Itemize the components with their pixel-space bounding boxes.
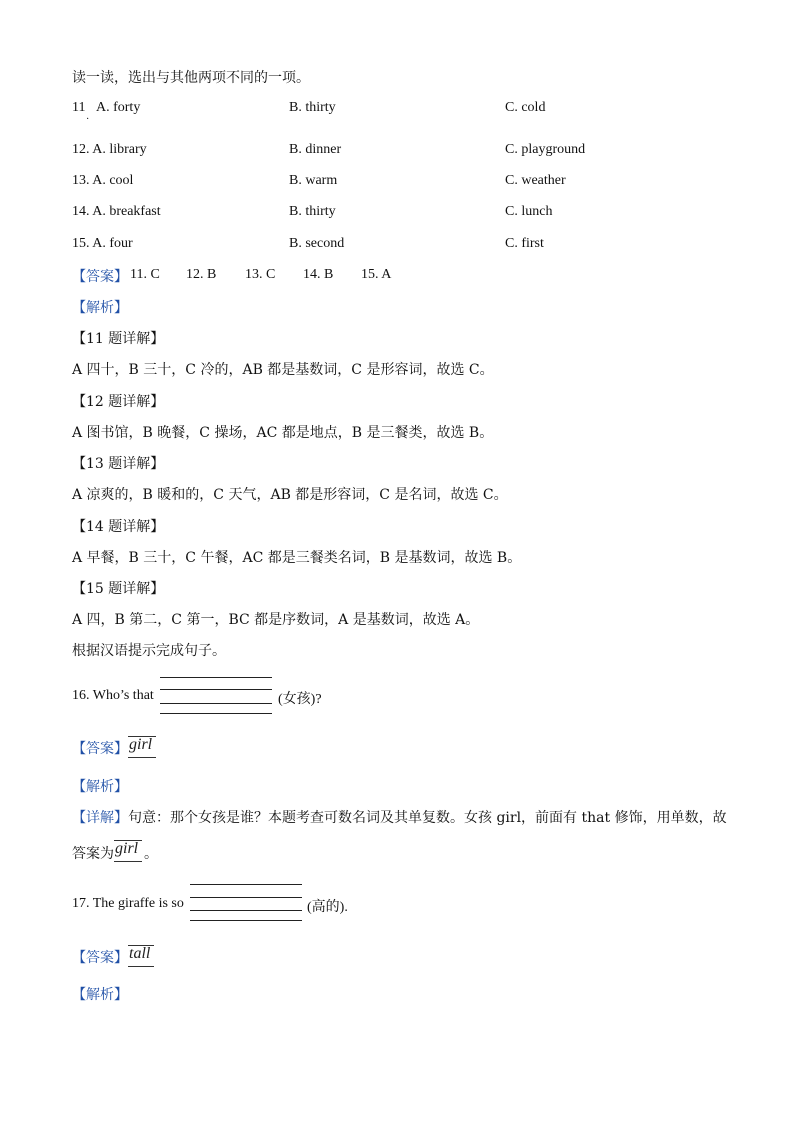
- answer-label: 【答案】: [72, 741, 128, 757]
- option-c: C. cold: [505, 100, 546, 115]
- option-c: C. first: [505, 236, 544, 251]
- blank-line: [160, 713, 272, 714]
- handwritten-answer: girl: [115, 840, 139, 857]
- question-text: 17. The giraffe is so: [72, 896, 184, 911]
- section-instruction: 读一读，选出与其他两项不同的一项。: [72, 70, 310, 86]
- analysis-label: 【解析】: [72, 300, 128, 316]
- option-c: C. lunch: [505, 204, 553, 219]
- question-line: 13. A. cool: [72, 173, 134, 188]
- detail-title: 【11 题详解】: [72, 331, 165, 347]
- question-text: 16. Who’s that: [72, 688, 154, 703]
- chinese-hint: (女孩)?: [278, 692, 322, 707]
- detail-text: 句意：那个女孩是谁？本题考查可数名词及其单复数。女孩 girl，前面有 that 修饰，用单数，故: [128, 810, 727, 826]
- option-b: B. dinner: [289, 142, 342, 157]
- question-line: 15. A. four: [72, 236, 133, 251]
- detail-text: A 早餐，B 三十，C 午餐，AC 都是三餐类名词，B 是基数词，故选 B。: [72, 550, 522, 566]
- option-b: B. warm: [289, 173, 338, 188]
- blank-line: [160, 677, 272, 678]
- analysis-label: 【解析】: [72, 987, 128, 1003]
- detail-title: 【14 题详解】: [72, 519, 165, 535]
- question-line: 14. A. breakfast: [72, 204, 161, 219]
- option-b: B. second: [289, 236, 345, 251]
- option-c: C. weather: [505, 173, 566, 188]
- dot-mark: ·: [86, 114, 90, 125]
- answer-blank[interactable]: [160, 703, 272, 704]
- handwritten-answer: tall: [129, 945, 151, 962]
- option-b: B. thirty: [289, 100, 336, 115]
- answer-blank[interactable]: [190, 910, 302, 911]
- answer-label: 【答案】: [72, 269, 128, 285]
- handwritten-answer: girl: [129, 736, 153, 753]
- section-instruction: 根据汉语提示完成句子。: [72, 643, 226, 659]
- answer-item: 12. B: [186, 267, 217, 282]
- option-c: C. playground: [505, 142, 586, 157]
- detail-text: A 图书馆，B 晚餐，C 操场，AC 都是地点，B 是三餐类，故选 B。: [72, 425, 494, 441]
- detail-text: A 四，B 第二，C 第一，BC 都是序数词，A 是基数词，故选 A。: [72, 612, 480, 628]
- answer-item: 13. C: [245, 267, 276, 282]
- blank-line: [190, 884, 302, 885]
- answer-label: 【答案】: [72, 950, 128, 966]
- detail-text: A 四十，B 三十，C 冷的，AB 都是基数词，C 是形容词，故选 C。: [72, 362, 494, 378]
- option-a: A. forty: [96, 100, 141, 115]
- blank-line: [160, 689, 272, 690]
- blank-line: [190, 920, 302, 921]
- option-b: B. thirty: [289, 204, 336, 219]
- analysis-label: 【解析】: [72, 779, 128, 795]
- detail-text: 答案为: [72, 846, 114, 862]
- detail-title: 【13 题详解】: [72, 456, 165, 472]
- chinese-hint: (高的).: [307, 900, 348, 915]
- answer-item: 15. A: [361, 267, 392, 282]
- detail-text: A 凉爽的，B 暖和的，C 天气，AB 都是形容词，C 是名词，故选 C。: [72, 487, 508, 503]
- answer-item: 14. B: [303, 267, 334, 282]
- answer-item: 11. C: [130, 267, 160, 282]
- blank-line: [190, 897, 302, 898]
- detail-title: 【15 题详解】: [72, 581, 165, 597]
- question-number: 11: [72, 100, 86, 115]
- detail-title: 【12 题详解】: [72, 394, 165, 410]
- question-line: 12. A. library: [72, 142, 147, 157]
- detail-label: 【详解】: [72, 810, 128, 826]
- punctuation: 。: [144, 846, 158, 862]
